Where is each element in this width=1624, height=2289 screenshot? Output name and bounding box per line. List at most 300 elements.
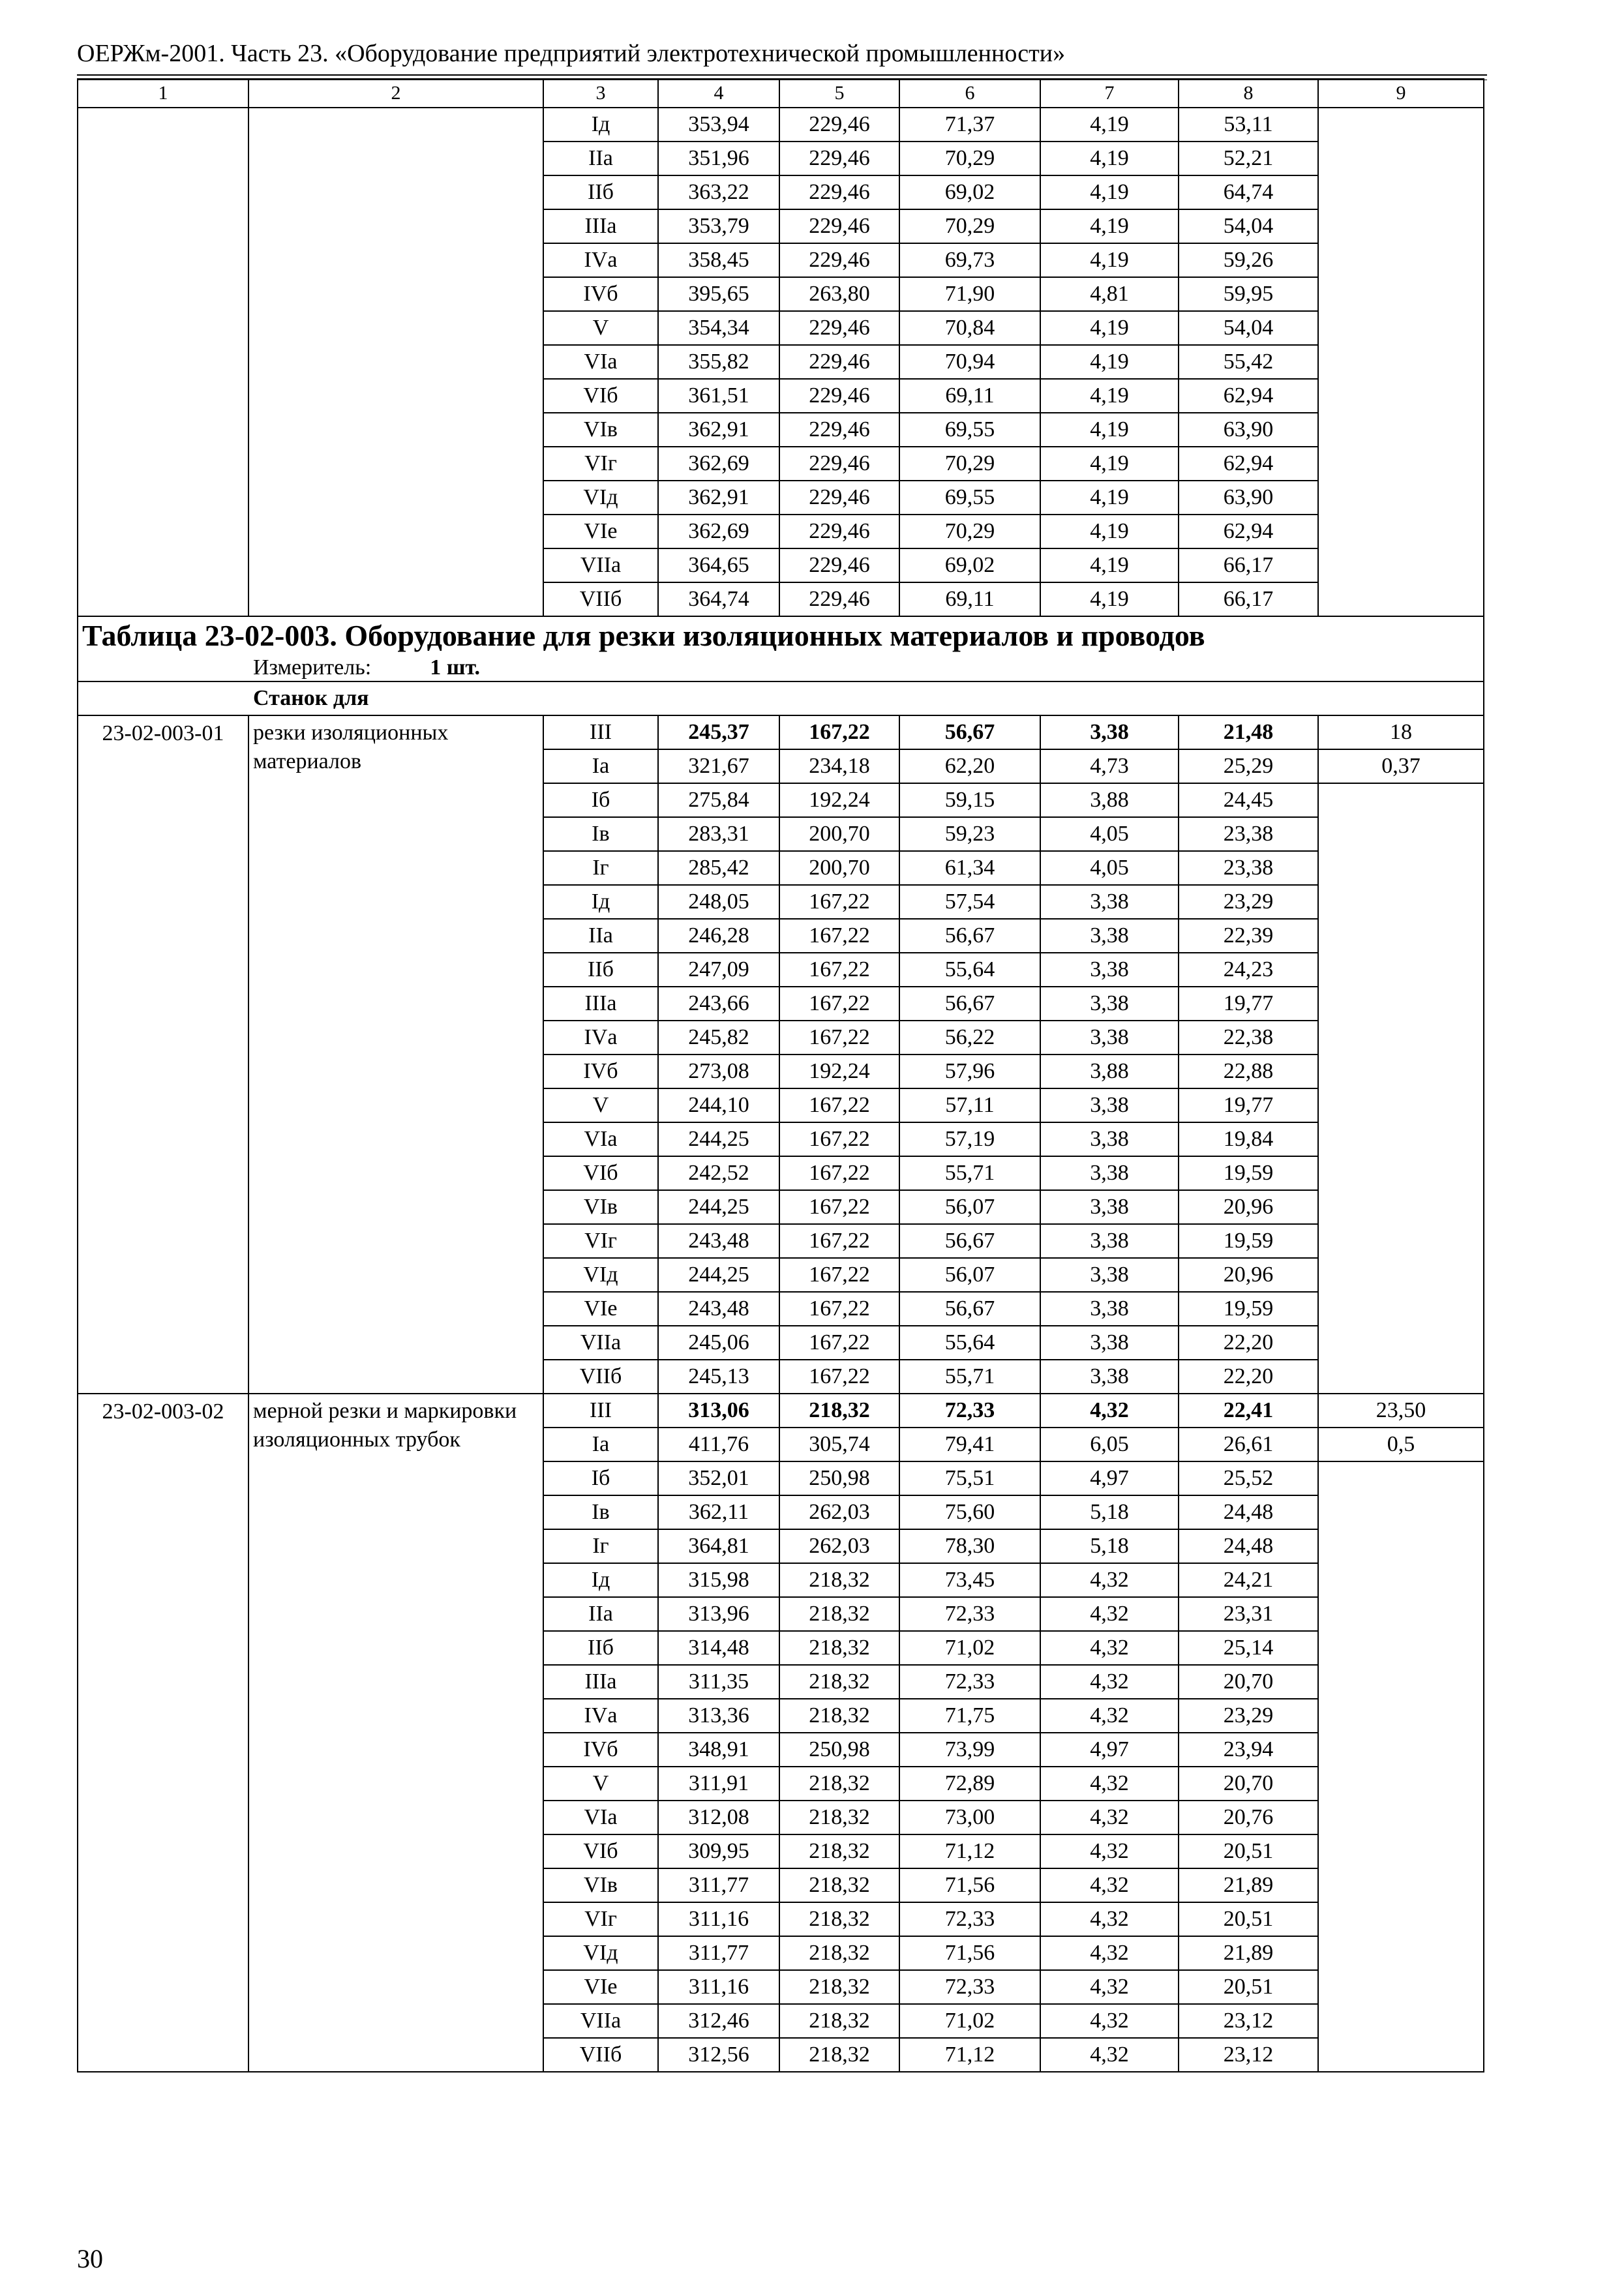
value-cell: 4,19 [1040,548,1179,582]
value-cell: 229,46 [779,481,899,515]
section-title-row [78,616,1484,655]
value-cell: 56,67 [899,987,1040,1021]
value-cell: 72,33 [899,1665,1040,1699]
value-cell: 244,25 [658,1258,779,1292]
region-code-cell: VIе [543,1292,658,1326]
region-code-cell: VIIа [543,2004,658,2038]
value-cell: 218,32 [779,1699,899,1733]
value-cell: 4,32 [1040,1699,1179,1733]
value-cell: 311,77 [658,1868,779,1902]
region-code-cell: IIа [543,919,658,953]
region-code-cell: VIIб [543,2038,658,2072]
col9-empty [1318,783,1484,1394]
value-cell: 229,46 [779,379,899,413]
region-code-cell: VIв [543,1868,658,1902]
value-cell: 285,42 [658,851,779,885]
value-cell: 314,48 [658,1631,779,1665]
section-title: Таблица 23-02-003. Оборудование для резки изоляционных материалов и проводов [78,616,1484,655]
value-cell: 167,22 [779,1021,899,1055]
region-code-cell: VIд [543,1258,658,1292]
value-cell: 69,55 [899,481,1040,515]
col9-value: 23,50 [1318,1394,1484,1428]
value-cell: 71,12 [899,1834,1040,1868]
value-cell: 3,38 [1040,1326,1179,1360]
region-code-cell: V [543,1088,658,1122]
region-code-cell: Iг [543,1529,658,1563]
value-cell: 69,73 [899,243,1040,277]
region-code-cell: IVа [543,243,658,277]
value-cell: 22,20 [1179,1326,1318,1360]
value-cell: 4,19 [1040,142,1179,175]
value-cell: 55,71 [899,1156,1040,1190]
value-cell: 352,01 [658,1461,779,1495]
value-cell: 4,19 [1040,311,1179,345]
value-cell: 218,32 [779,1767,899,1801]
value-cell: 245,13 [658,1360,779,1394]
value-cell: 70,29 [899,515,1040,548]
value-cell: 4,19 [1040,515,1179,548]
region-code-cell: VIд [543,1936,658,1970]
value-cell: 305,74 [779,1428,899,1461]
value-cell: 56,07 [899,1258,1040,1292]
value-cell: 3,38 [1040,1088,1179,1122]
value-cell: 57,54 [899,885,1040,919]
value-cell: 79,41 [899,1428,1040,1461]
value-cell: 395,65 [658,277,779,311]
value-cell: 218,32 [779,2038,899,2072]
value-cell: 364,74 [658,582,779,616]
value-cell: 3,38 [1040,987,1179,1021]
region-code-cell: VIIб [543,1360,658,1394]
value-cell: 54,04 [1179,311,1318,345]
value-cell: 167,22 [779,1224,899,1258]
region-code-cell: Iд [543,108,658,142]
value-cell: 23,12 [1179,2004,1318,2038]
rates-table-container [77,78,1483,2072]
value-cell: 63,90 [1179,481,1318,515]
column-number: 5 [779,79,899,108]
value-cell: 70,29 [899,209,1040,243]
value-cell: 313,06 [658,1394,779,1428]
value-cell: 72,33 [899,1597,1040,1631]
column-number-row [78,79,1484,108]
col9-value: 18 [1318,715,1484,749]
value-cell: 3,38 [1040,1292,1179,1326]
value-cell: 69,11 [899,379,1040,413]
value-cell: 311,16 [658,1970,779,2004]
value-cell: 23,29 [1179,1699,1318,1733]
value-cell: 69,02 [899,175,1040,209]
value-cell: 167,22 [779,715,899,749]
region-code-cell: Iв [543,1495,658,1529]
value-cell: 263,80 [779,277,899,311]
value-cell: 20,51 [1179,1902,1318,1936]
region-code-cell: VIб [543,379,658,413]
value-cell: 362,91 [658,481,779,515]
value-cell: 3,88 [1040,1055,1179,1088]
value-cell: 4,32 [1040,1936,1179,1970]
value-cell: 4,19 [1040,243,1179,277]
value-cell: 63,90 [1179,413,1318,447]
value-cell: 22,39 [1179,919,1318,953]
value-cell: 229,46 [779,413,899,447]
value-cell: 192,24 [779,783,899,817]
value-cell: 24,23 [1179,953,1318,987]
value-cell: 56,22 [899,1021,1040,1055]
region-code-cell: IIIа [543,987,658,1021]
meter-row [78,655,1484,681]
value-cell: 3,38 [1040,715,1179,749]
value-cell: 262,03 [779,1495,899,1529]
value-cell: 4,97 [1040,1733,1179,1767]
value-cell: 4,19 [1040,481,1179,515]
value-cell: 56,67 [899,1292,1040,1326]
value-cell: 25,14 [1179,1631,1318,1665]
item-name: резки изоляционных материалов [248,715,543,1394]
value-cell: 246,28 [658,919,779,953]
value-cell: 3,38 [1040,919,1179,953]
region-code-cell: VIг [543,1902,658,1936]
value-cell: 22,38 [1179,1021,1318,1055]
value-cell: 167,22 [779,987,899,1021]
value-cell: 283,31 [658,817,779,851]
value-cell: 245,37 [658,715,779,749]
value-cell: 218,32 [779,1902,899,1936]
group-label: Станок для [78,681,1484,715]
value-cell: 4,32 [1040,1767,1179,1801]
value-cell: 229,46 [779,447,899,481]
region-code-cell: Iг [543,851,658,885]
value-cell: 364,81 [658,1529,779,1563]
value-cell: 4,32 [1040,2038,1179,2072]
value-cell: 313,36 [658,1699,779,1733]
region-code-cell: Iа [543,1428,658,1461]
value-cell: 229,46 [779,548,899,582]
value-cell: 72,33 [899,1394,1040,1428]
value-cell: 21,89 [1179,1868,1318,1902]
region-code-cell: IIб [543,953,658,987]
value-cell: 3,38 [1040,1224,1179,1258]
page-number: 30 [77,2244,103,2273]
value-cell: 167,22 [779,1122,899,1156]
region-code-cell: VIе [543,515,658,548]
value-cell: 56,07 [899,1190,1040,1224]
value-cell: 273,08 [658,1055,779,1088]
value-cell: 218,32 [779,1631,899,1665]
value-cell: 348,91 [658,1733,779,1767]
value-cell: 3,38 [1040,1190,1179,1224]
value-cell: 55,64 [899,1326,1040,1360]
value-cell: 59,95 [1179,277,1318,311]
value-cell: 234,18 [779,749,899,783]
column-number: 7 [1040,79,1179,108]
value-cell: 247,09 [658,953,779,987]
meter-unit: 1 шт. [430,655,481,680]
value-cell: 52,21 [1179,142,1318,175]
value-cell: 70,29 [899,447,1040,481]
value-cell: 4,32 [1040,1868,1179,1902]
region-code-cell: IIб [543,175,658,209]
value-cell: 313,96 [658,1597,779,1631]
value-cell: 20,51 [1179,1970,1318,2004]
value-cell: 218,32 [779,1868,899,1902]
value-cell: 243,48 [658,1292,779,1326]
value-cell: 262,03 [779,1529,899,1563]
value-cell: 167,22 [779,1360,899,1394]
value-cell: 167,22 [779,1088,899,1122]
group-label-row [78,681,1484,715]
value-cell: 218,32 [779,1665,899,1699]
value-cell: 61,34 [899,851,1040,885]
value-cell: 4,19 [1040,175,1179,209]
region-code-cell: Iб [543,783,658,817]
value-cell: 59,15 [899,783,1040,817]
column-number: 6 [899,79,1040,108]
value-cell: 4,05 [1040,851,1179,885]
column-number: 3 [543,79,658,108]
item-code: 23-02-003-01 [78,715,248,1394]
value-cell: 55,64 [899,953,1040,987]
region-code-cell: VIе [543,1970,658,2004]
region-code-cell: VIд [543,481,658,515]
value-cell: 167,22 [779,1292,899,1326]
value-cell: 62,94 [1179,515,1318,548]
value-cell: 23,29 [1179,885,1318,919]
item-code: 23-02-003-02 [78,1394,248,2072]
value-cell: 6,05 [1040,1428,1179,1461]
value-cell: 4,19 [1040,447,1179,481]
value-cell: 69,02 [899,548,1040,582]
col9-value: 0,37 [1318,749,1484,783]
value-cell: 24,45 [1179,783,1318,817]
value-cell: 72,33 [899,1902,1040,1936]
col9-empty [1318,1461,1484,2072]
value-cell: 312,46 [658,2004,779,2038]
column-number: 8 [1179,79,1318,108]
region-code-cell: Iд [543,885,658,919]
value-cell: 229,46 [779,345,899,379]
value-cell: 4,97 [1040,1461,1179,1495]
value-cell: 167,22 [779,953,899,987]
value-cell: 167,22 [779,1156,899,1190]
value-cell: 70,94 [899,345,1040,379]
value-cell: 311,16 [658,1902,779,1936]
value-cell: 167,22 [779,1258,899,1292]
region-code-cell: VIа [543,345,658,379]
value-cell: 229,46 [779,243,899,277]
value-cell: 24,21 [1179,1563,1318,1597]
value-cell: 23,94 [1179,1733,1318,1767]
value-cell: 3,38 [1040,953,1179,987]
item-name: мерной резки и маркировки изоляционных трубок [248,1394,543,2072]
region-code-cell: IVб [543,1733,658,1767]
value-cell: 218,32 [779,1563,899,1597]
col9-cell [1318,108,1484,616]
region-code-cell: III [543,1394,658,1428]
value-cell: 71,37 [899,108,1040,142]
value-cell: 70,29 [899,142,1040,175]
value-cell: 244,10 [658,1088,779,1122]
value-cell: 229,46 [779,515,899,548]
rates-table [77,78,1484,2072]
value-cell: 22,41 [1179,1394,1318,1428]
value-cell: 218,32 [779,1936,899,1970]
region-code-cell: VIб [543,1834,658,1868]
value-cell: 21,89 [1179,1936,1318,1970]
value-cell: 70,84 [899,311,1040,345]
value-cell: 362,69 [658,515,779,548]
value-cell: 312,08 [658,1801,779,1834]
value-cell: 22,20 [1179,1360,1318,1394]
value-cell: 62,94 [1179,379,1318,413]
value-cell: 167,22 [779,919,899,953]
value-cell: 167,22 [779,1190,899,1224]
value-cell: 218,32 [779,1834,899,1868]
table-row [78,715,1484,749]
value-cell: 362,11 [658,1495,779,1529]
value-cell: 20,70 [1179,1665,1318,1699]
value-cell: 250,98 [779,1461,899,1495]
value-cell: 218,32 [779,2004,899,2038]
value-cell: 55,42 [1179,345,1318,379]
value-cell: 311,35 [658,1665,779,1699]
region-code-cell: V [543,1767,658,1801]
value-cell: 245,82 [658,1021,779,1055]
value-cell: 362,69 [658,447,779,481]
value-cell: 19,59 [1179,1156,1318,1190]
value-cell: 361,51 [658,379,779,413]
value-cell: 64,74 [1179,175,1318,209]
value-cell: 242,52 [658,1156,779,1190]
value-cell: 229,46 [779,582,899,616]
region-code-cell: IIб [543,1631,658,1665]
value-cell: 5,18 [1040,1495,1179,1529]
value-cell: 245,06 [658,1326,779,1360]
value-cell: 4,19 [1040,379,1179,413]
value-cell: 69,55 [899,413,1040,447]
region-code-cell: VIв [543,413,658,447]
region-code-cell: IIIа [543,209,658,243]
value-cell: 71,56 [899,1868,1040,1902]
value-cell: 4,32 [1040,1597,1179,1631]
region-code-cell: IVа [543,1699,658,1733]
value-cell: 4,32 [1040,1563,1179,1597]
value-cell: 4,32 [1040,1394,1179,1428]
value-cell: 53,11 [1179,108,1318,142]
table-row [78,108,1484,142]
value-cell: 71,90 [899,277,1040,311]
region-code-cell: IVб [543,1055,658,1088]
value-cell: 19,59 [1179,1292,1318,1326]
value-cell: 3,38 [1040,1122,1179,1156]
region-code-cell: Iа [543,749,658,783]
value-cell: 19,59 [1179,1224,1318,1258]
value-cell: 26,61 [1179,1428,1318,1461]
value-cell: 73,99 [899,1733,1040,1767]
region-code-cell: VIIа [543,548,658,582]
value-cell: 56,67 [899,1224,1040,1258]
value-cell: 62,94 [1179,447,1318,481]
meter-label: Измеритель: [253,655,372,680]
region-code-cell: IVа [543,1021,658,1055]
value-cell: 19,77 [1179,987,1318,1021]
value-cell: 72,33 [899,1970,1040,2004]
value-cell: 75,51 [899,1461,1040,1495]
value-cell: 59,23 [899,817,1040,851]
value-cell: 24,48 [1179,1529,1318,1563]
value-cell: 311,91 [658,1767,779,1801]
value-cell: 351,96 [658,142,779,175]
value-cell: 57,96 [899,1055,1040,1088]
value-cell: 321,67 [658,749,779,783]
value-cell: 358,45 [658,243,779,277]
value-cell: 20,70 [1179,1767,1318,1801]
value-cell: 71,02 [899,1631,1040,1665]
value-cell: 78,30 [899,1529,1040,1563]
value-cell: 55,71 [899,1360,1040,1394]
value-cell: 229,46 [779,311,899,345]
value-cell: 4,32 [1040,1834,1179,1868]
value-cell: 19,77 [1179,1088,1318,1122]
region-code-cell: VIа [543,1122,658,1156]
value-cell: 66,17 [1179,548,1318,582]
value-cell: 4,32 [1040,1665,1179,1699]
value-cell: 218,32 [779,1597,899,1631]
value-cell: 250,98 [779,1733,899,1767]
value-cell: 57,11 [899,1088,1040,1122]
value-cell: 23,38 [1179,851,1318,885]
value-cell: 311,77 [658,1936,779,1970]
value-cell: 54,04 [1179,209,1318,243]
value-cell: 73,00 [899,1801,1040,1834]
region-code-cell: VIг [543,447,658,481]
value-cell: 411,76 [658,1428,779,1461]
value-cell: 3,38 [1040,1360,1179,1394]
value-cell: 23,12 [1179,2038,1318,2072]
value-cell: 3,38 [1040,1021,1179,1055]
value-cell: 309,95 [658,1834,779,1868]
value-cell: 3,88 [1040,783,1179,817]
name-cell [248,108,543,616]
value-cell: 72,89 [899,1767,1040,1801]
region-code-cell: V [543,311,658,345]
value-cell: 73,45 [899,1563,1040,1597]
table-row [78,1394,1484,1428]
value-cell: 353,94 [658,108,779,142]
value-cell: 315,98 [658,1563,779,1597]
header-title: ОЕРЖм-2001. Часть 23. «Оборудование предприятий электротехнической промышленности» [77,40,1066,67]
value-cell: 248,05 [658,885,779,919]
value-cell: 75,60 [899,1495,1040,1529]
value-cell: 275,84 [658,783,779,817]
value-cell: 355,82 [658,345,779,379]
value-cell: 57,19 [899,1122,1040,1156]
region-code-cell: VIб [543,1156,658,1190]
value-cell: 71,75 [899,1699,1040,1733]
value-cell: 362,91 [658,413,779,447]
value-cell: 354,34 [658,311,779,345]
value-cell: 218,32 [779,1970,899,2004]
value-cell: 3,38 [1040,1156,1179,1190]
region-code-cell: IVб [543,277,658,311]
value-cell: 229,46 [779,142,899,175]
value-cell: 4,19 [1040,108,1179,142]
value-cell: 167,22 [779,885,899,919]
region-code-cell: IIа [543,1597,658,1631]
region-code-cell: VIв [543,1190,658,1224]
column-number: 1 [78,79,248,108]
value-cell: 218,32 [779,1394,899,1428]
